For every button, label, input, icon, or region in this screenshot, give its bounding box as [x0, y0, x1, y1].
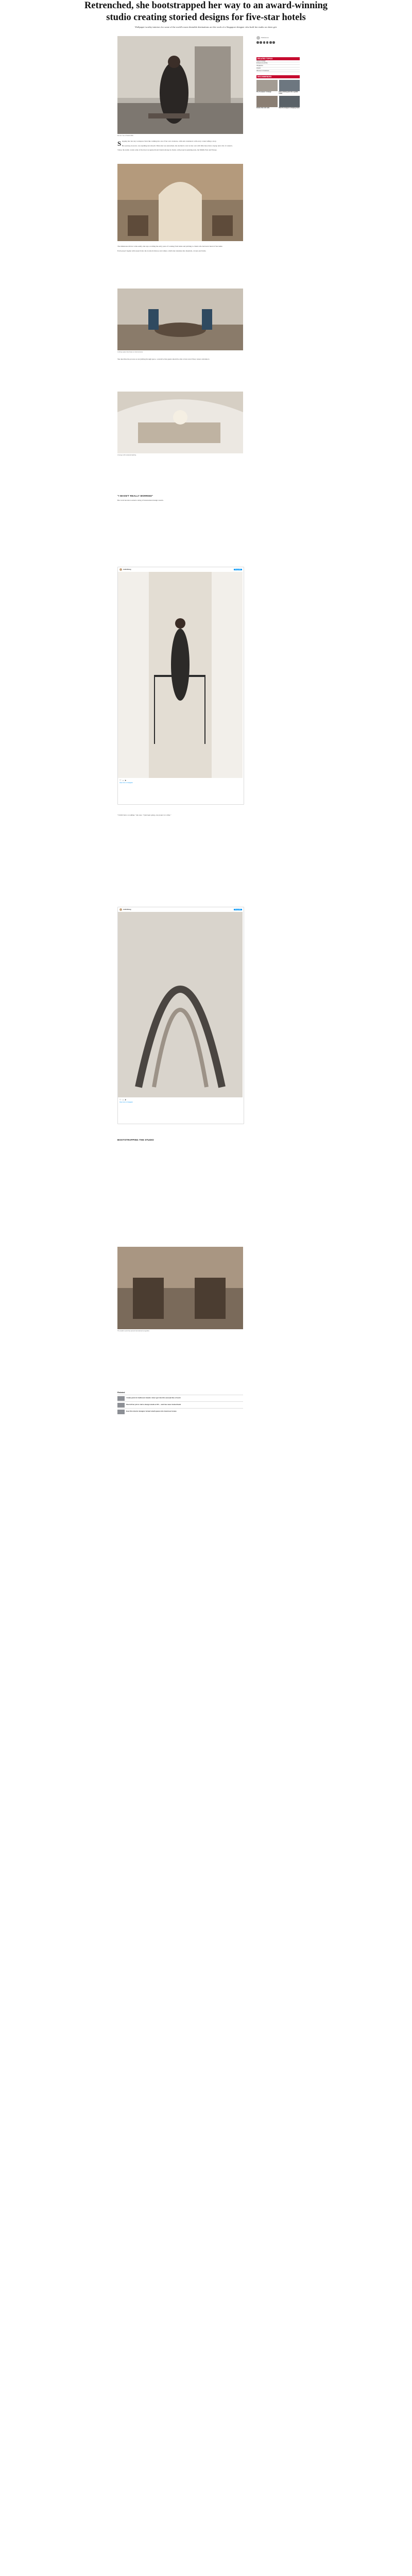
byline-label: Published on [261, 37, 269, 39]
paragraph: The milestones did not come easily, she says, recalling the early years of working from home and pitching to clients who had never heard of her name. [117, 245, 223, 247]
rec-card[interactable] [256, 96, 278, 109]
recommended [256, 75, 300, 109]
paragraph: Her journey, however, was anything but smooth. When she was retrenched, she decided to start on her own with little more than a laptop and a list of contacts. [122, 144, 233, 147]
comment-icon[interactable]: ○ [122, 1098, 124, 1101]
topic-tag[interactable]: Singapore [256, 65, 300, 67]
article-standfirst: Wallpaper-worthy interiors for some of the world's most desirable destinations are the work of a Singapore designer who built her studio on sheer grit. [134, 26, 278, 28]
author-avatar [256, 36, 260, 40]
heart-icon[interactable]: ♡ [119, 1098, 122, 1101]
related-item[interactable]: I make parts for bathroom brands: How I got into this unusual line of work [117, 1395, 243, 1401]
topic-tag[interactable]: Entrepreneurship [256, 62, 300, 65]
related-item[interactable]: How this interior designer turned small spaces into luxurious homes [117, 1408, 243, 1415]
instagram-photo [118, 572, 244, 778]
instagram-link[interactable]: View more on Instagram [119, 1101, 133, 1103]
instagram-handle: studiohbasg [123, 569, 131, 570]
article-body-2 [117, 245, 243, 252]
paragraph: Each project begins with research into the location's history and culture, which she translates into materials, colours and forms. [117, 249, 207, 252]
send-icon[interactable]: ➤ [125, 778, 127, 782]
topic-tag[interactable]: Hotels [256, 67, 300, 70]
paragraph: Today, the studio counts some of the most recognised hotel brands among its clients, with projects spanning Asia, the Middle East and Europe. [117, 149, 217, 151]
share-email-icon[interactable] [269, 41, 272, 44]
rec-title: Inside a five-star suite [256, 107, 270, 109]
recommended-heading: RECOMMENDED [256, 75, 300, 78]
instagram-photo [118, 912, 244, 1097]
photo-caption: A dining space that draws on local textures. [117, 351, 143, 353]
share-linkedin-icon[interactable] [263, 41, 266, 44]
share-link-icon[interactable] [272, 41, 275, 44]
share-whatsapp-icon[interactable] [266, 41, 269, 44]
article-body-1 [117, 140, 243, 151]
article-photo [117, 1247, 243, 1329]
instagram-avatar [119, 568, 122, 571]
rec-card[interactable] [279, 96, 300, 109]
rec-card[interactable] [256, 80, 278, 94]
section-2 [117, 1139, 243, 1141]
related-topics-heading: RELATED TOPICS [256, 57, 300, 60]
section-1 [117, 495, 243, 502]
topic-tag[interactable]: Women in business [256, 70, 300, 73]
related-heading: Related [117, 1391, 125, 1394]
photo-caption: The studio's work has earned international recognition. [117, 1330, 150, 1332]
article-photo [117, 289, 243, 350]
rec-title: How a startup grew into a global brand [279, 91, 298, 95]
rec-card[interactable] [279, 80, 300, 94]
share-row [256, 41, 300, 44]
paragraph: Stepping into her airy workspace feels like walking into one of her own creations, calm and considered, with every corner telling a story. [117, 140, 217, 147]
related-articles [117, 1391, 243, 1415]
paragraph: "I didn't have a roadmap," she says. "I just kept going, one project at a time." [117, 814, 171, 816]
paragraph: She describes the process as storytelling through space, a narrative that guests should be able to feel even if they cannot articulate it. [117, 358, 210, 360]
article-sidebar [256, 36, 300, 109]
instagram-embed [117, 567, 244, 805]
lead-photo [117, 36, 243, 134]
photo-caption: A lounge with sculptural lighting. [117, 454, 136, 456]
related-item[interactable]: She left her job to start a design studio at 30 — and has never looked back [117, 1401, 243, 1408]
lead-caption: Ms Ann Yeo of Studio HBA. [117, 135, 134, 137]
article-body-4 [117, 814, 243, 817]
rec-title: The 'Ice Queen' of design [256, 91, 271, 93]
topic-tag[interactable]: Interior design [256, 60, 300, 63]
paragraph: Her work has since earned a string of international design awards. [117, 499, 164, 501]
heart-icon[interactable]: ♡ [119, 778, 122, 782]
send-icon[interactable]: ➤ [125, 1098, 127, 1101]
instagram-link[interactable]: View more on Instagram [119, 782, 133, 784]
comment-icon[interactable]: ○ [122, 778, 124, 782]
article-headline: Retrenched, she bootstrapped her way to an award-winning studio creating storied designs for five-star hotels [84, 1, 328, 23]
share-x-icon[interactable] [260, 41, 262, 44]
instagram-embed [117, 907, 244, 1124]
section-heading: "I WASN'T REALLY WORRIED" [117, 495, 153, 497]
article-photo [117, 164, 243, 241]
instagram-handle: studiohbasg [123, 909, 131, 910]
share-facebook-icon[interactable] [256, 41, 259, 44]
instagram-avatar [119, 908, 122, 911]
related-topics [256, 57, 300, 73]
section-heading: BOOTSTRAPPING THE STUDIO [117, 1139, 154, 1141]
article-body-3 [117, 358, 243, 361]
article-photo [117, 392, 243, 453]
view-profile-button[interactable]: View profile [234, 569, 241, 570]
rec-title: Meet the designer reshaping hotels [279, 107, 300, 109]
byline [256, 36, 300, 40]
view-profile-button[interactable]: View profile [234, 909, 241, 910]
